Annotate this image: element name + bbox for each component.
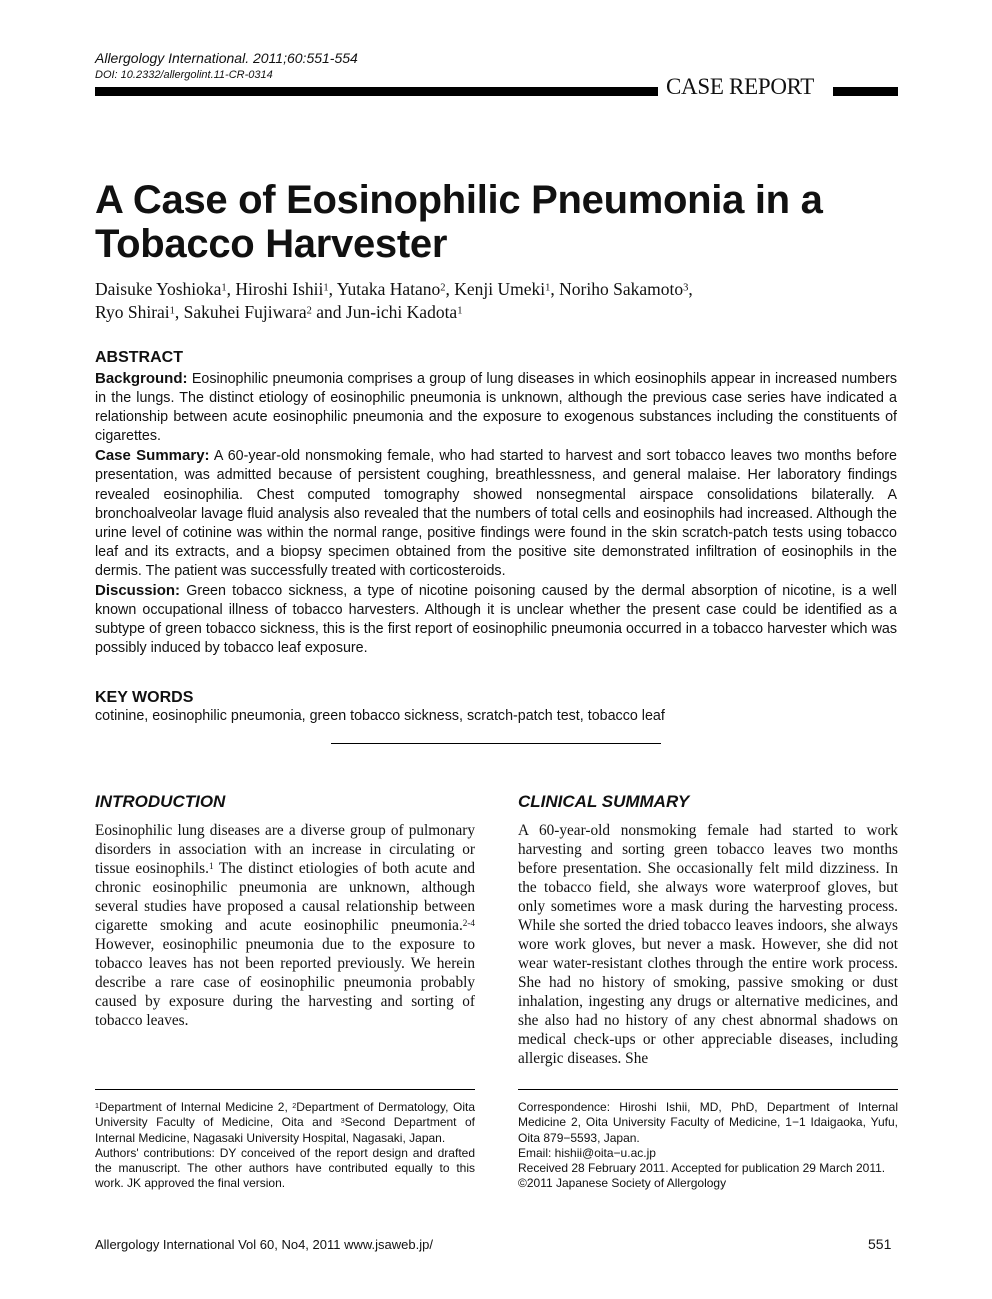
article-title: A Case of Eosinophilic Pneumonia in a Tobacco Harvester — [95, 178, 823, 266]
author: Ryo Shirai$^1$, — [95, 302, 184, 322]
clinical-summary-heading: CLINICAL SUMMARY — [518, 792, 690, 811]
correspondence: Correspondence: Hiroshi Ishii, MD, PhD, Department of Internal Medicine 2, Oita University Faculty of Medicine, 1−1 Idaigaoka, Yufu, Oita 879−5593, Japan. — [518, 1100, 898, 1145]
author: Noriho Sakamoto$^3$, — [559, 279, 693, 299]
footnote-rule-left — [95, 1089, 475, 1090]
abstract-case-summary: Case Summary: A 60-year-old nonsmoking female, who had started to harvest and sort tobacco leaves two months before presentation, was admitted because of persistent coughing, breathlessness, and general malaise. Her laboratory findings revealed eosinophilia. Chest computed tomography showed nonsegmental airspace consolidations bilaterally. A bronchoalveolar lavage fluid analysis also revealed that the numbers of total cells and eosinophils had increased. Although the urine level of cotinine was within the normal range, positive findings were found in the skin scratch-patch tests using tobacco leaf and its extracts, and a biopsy specimen obtained from the positive site demonstrated infiltration of eosinophils in the dermis. The patient was successfully treated with corticosteroids. — [95, 447, 897, 579]
author: Jun-ichi Kadota$^1$ — [345, 302, 463, 322]
author: Daisuke Yoshioka$^1$, — [95, 279, 236, 299]
journal-citation: Allergology International. 2011;60:551-554 — [95, 50, 358, 66]
footer-journal: Allergology International Vol 60, No4, 2011 www.jsaweb.jp/ — [95, 1237, 433, 1252]
author: Kenji Umeki$^1$, — [454, 279, 560, 299]
abstract-background: Background: Eosinophilic pneumonia comprises a group of lung diseases in which eosinophils appear in increased numbers in the lungs. The distinct etiology of eosinophilic pneumonia is unknown, although the previous case series have indicated a relationship between acute eosinophilic pneumonia and the exposure to exogenous substances including the constituents of cigarettes. — [95, 370, 897, 445]
footnote-rule-right — [518, 1089, 898, 1090]
article-type: CASE REPORT — [666, 74, 815, 99]
copyright: ©2011 Japanese Society of Allergology — [518, 1176, 727, 1191]
received-dates: Received 28 February 2011. Accepted for publication 29 March 2011. — [518, 1161, 886, 1176]
abstract — [95, 369, 897, 658]
author-contributions: Authors' contributions: DY conceived of the report design and drafted the manuscript. The other authors have contributed equally to this work. JK approved the final version. — [95, 1145, 475, 1191]
citation-ref: 2-4 — [462, 917, 475, 928]
author-list — [95, 278, 895, 324]
page-number: 551 — [868, 1236, 892, 1252]
header-rule-left — [95, 87, 658, 96]
affiliations: $^1$Department of Internal Medicine 2, $^2$Department of Dermatology, Oita University Faculty of Medicine, Oita and $^3$Second Department of Internal Medicine, Nagasaki University Hospital, Nagasaki, Japan. — [95, 1100, 475, 1145]
footnotes-correspondence — [518, 1100, 898, 1192]
introduction-text: Eosinophilic lung diseases are a diverse group of pulmonary disorders in association with an increase in circulating or tissue eosinophils.$^1$ The distinct etiologies of both acute and chronic eosinophilic pneumonia are unknown, although several studies have proposed a causal relationship between cigarette smoking and acute eosinophilic pneumonia.$^{2-4}$ However, eosinophilic pneumonia due to the exposure to tobacco leaves has not been reported previously. We herein describe a rare case of eosinophilic pneumonia probably caused by exposure during the harvesting and sorting of tobacco leaves. — [95, 822, 475, 1029]
author: Hiroshi Ishii$^1$, — [235, 279, 337, 299]
section-divider — [331, 743, 661, 744]
clinical-summary-text: A 60-year-old nonsmoking female had started to work harvesting and sorting green tobacco leaves two months before presentation. She occasionally felt mild dizziness. In the tobacco field, she always wore waterproof gloves, but only sometimes wore a mask during the harvesting process. While she sorted the dried tobacco leaves indoors, she always wore work gloves, but never a mask. However, she did not wear water-resistant clothes through the entire work process. She had no history of smoking, passive smoking or dust inhalation, ingesting any drugs or alternative medicines, and she also had no history of any chest abnormal shadows on medical check-ups or other appreciable diseases, including allergic diseases. She — [518, 822, 898, 1067]
keywords-heading: KEY WORDS — [95, 689, 194, 706]
keywords: cotinine, eosinophilic pneumonia, green tobacco sickness, scratch-patch test, tobacco leaf — [95, 708, 665, 724]
email: Email: hishii@oita−u.ac.jp — [518, 1145, 656, 1160]
abstract-discussion: Discussion: Green tobacco sickness, a type of nicotine poisoning caused by the dermal absorption of nicotine, is a well known occupational illness of tobacco harvesters. Although it is unclear whether the present case could be identified as a subtype of green tobacco sickness, this is the first report of eosinophilic pneumonia occurred in a tobacco harvester which was possibly induced by tobacco leaf exposure. — [95, 582, 897, 657]
introduction-heading: INTRODUCTION — [95, 792, 226, 811]
abstract-heading: ABSTRACT — [95, 349, 183, 366]
citation-ref: 1 — [208, 860, 214, 871]
author: Sakuhei Fujiwara$^2$ and — [183, 302, 346, 322]
author: Yutaka Hatano$^2$, — [336, 279, 455, 299]
doi: DOI: 10.2332/allergolint.11-CR-0314 — [95, 69, 273, 81]
header-rule-right — [833, 87, 898, 96]
footnotes-affiliations — [95, 1100, 475, 1192]
